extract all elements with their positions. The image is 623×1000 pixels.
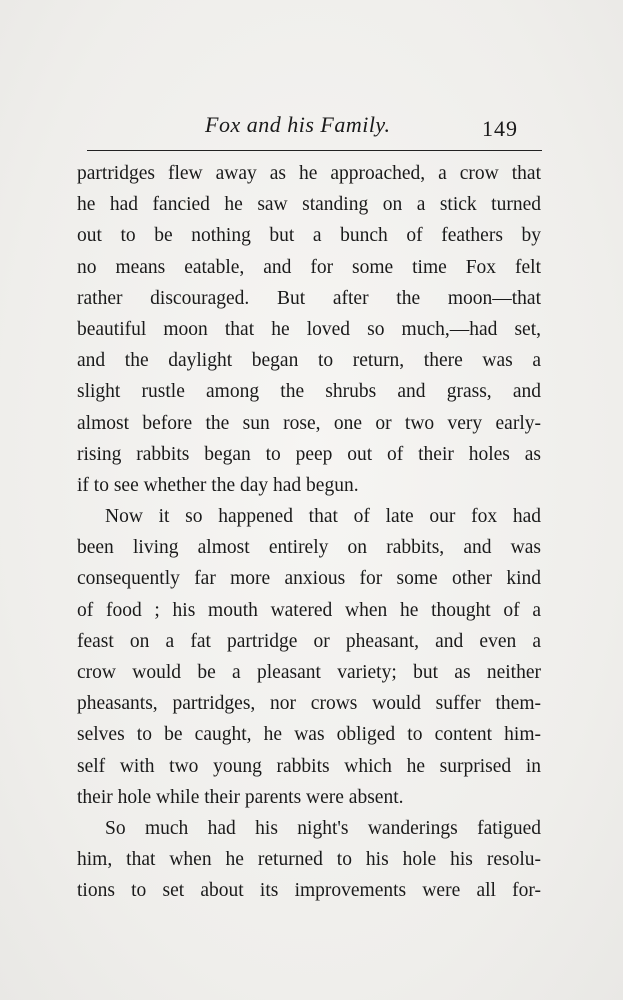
text-line: of food ; his mouth watered when he thought of a: [77, 599, 541, 621]
text-line: almost before the sun rose, one or two very early-: [77, 412, 541, 434]
running-title: Fox and his Family.: [205, 112, 391, 137]
text-line: him, that when he returned to his hole his resolu-: [77, 849, 541, 871]
text-line: he had fancied he saw standing on a stick turned: [77, 194, 541, 216]
text-line: been living almost entirely on rabbits, and was: [77, 537, 541, 559]
text-line: out to be nothing but a bunch of feathers by: [77, 225, 541, 247]
page-number: 149: [482, 116, 518, 141]
paragraph-3: [77, 813, 541, 907]
text-line: partridges flew away as he approached, a crow that: [77, 163, 541, 184]
header-rule: [87, 150, 542, 151]
paragraph-1: [77, 158, 541, 501]
text-line: their hole while their parents were absent.: [77, 786, 404, 808]
text-line: rather discouraged. But after the moon—that: [77, 287, 541, 309]
text-line: So much had his night's wanderings fatigued: [105, 817, 541, 839]
text-line: crow would be a pleasant variety; but as neither: [77, 662, 541, 683]
text-line: tions to set about its improvements were all for-: [77, 880, 541, 902]
text-line: and the daylight began to return, there was a: [77, 350, 541, 372]
text-line: slight rustle among the shrubs and grass, and: [77, 381, 541, 403]
page-header: [0, 108, 623, 144]
text-line: selves to be caught, he was obliged to content him-: [77, 724, 541, 746]
text-line: beautiful moon that he loved so much,—had set,: [77, 318, 541, 340]
paragraph-2: [77, 501, 541, 813]
text-line: if to see whether the day had begun.: [77, 474, 359, 496]
text-line: consequently far more anxious for some other kind: [77, 568, 541, 590]
text-line: feast on a fat partridge or pheasant, and even a: [77, 630, 541, 652]
text-line: rising rabbits began to peep out of their holes as: [77, 443, 541, 465]
text-line: pheasants, partridges, nor crows would suffer them-: [77, 693, 541, 715]
text-line: self with two young rabbits which he surprised in: [77, 755, 541, 777]
text-line: Now it so happened that of late our fox had: [105, 506, 541, 528]
body-text: [77, 158, 541, 907]
text-line: no means eatable, and for some time Fox felt: [77, 256, 541, 278]
